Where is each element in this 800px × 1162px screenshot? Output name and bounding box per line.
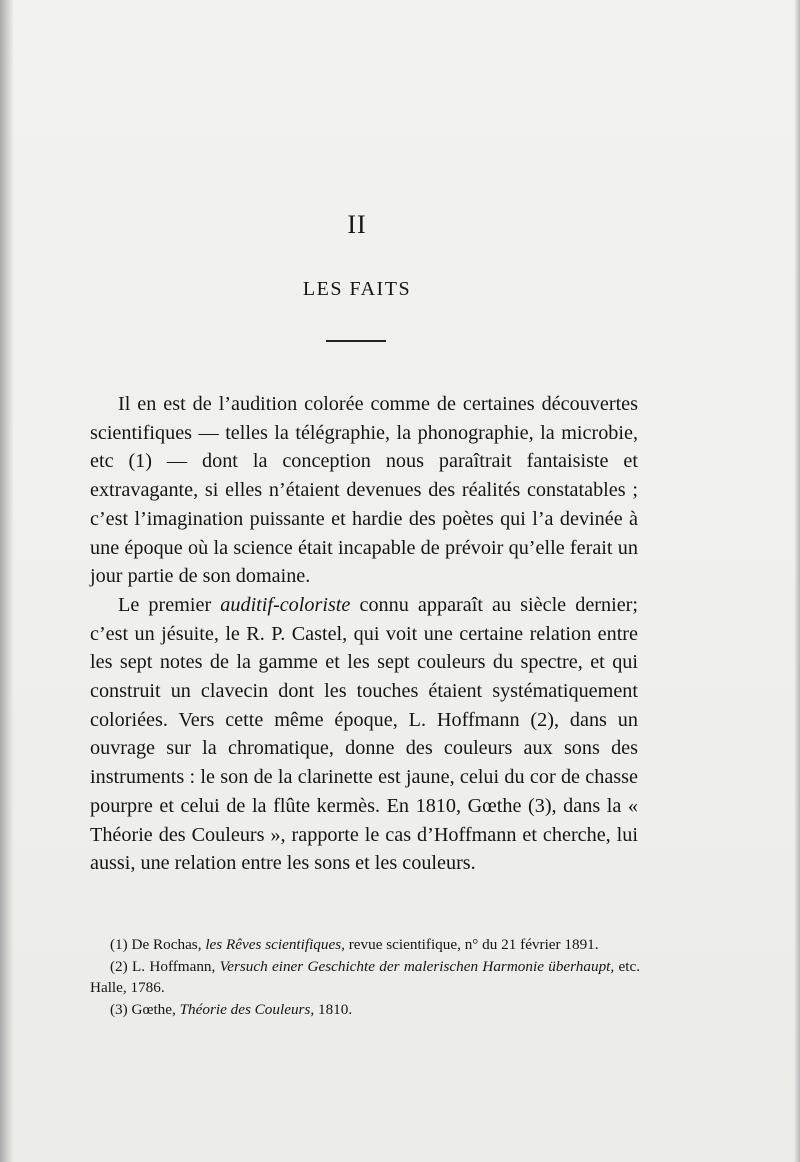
chapter-title: LES FAITS: [302, 278, 412, 300]
footnote-1-lead: (1) De Rochas,: [110, 936, 206, 953]
footnote-1-tail: revue scientifique, n° du 21 février 1891.: [344, 936, 599, 953]
page-shadow-left: [0, 0, 14, 1162]
footnote-2-title: Versuch einer Geschichte der malerischen Harmonie überhaupt,: [219, 957, 615, 975]
paragraph-2-italic-term: auditif-coloriste: [220, 593, 351, 616]
title-divider: [326, 340, 386, 342]
footnote-3: [90, 999, 640, 1021]
paragraph-2: [90, 591, 638, 878]
footnote-3-title: Théorie des Couleurs,: [179, 1000, 315, 1018]
footnote-1: [90, 934, 640, 956]
paragraph-2-text-end: connu apparaît au siècle dernier; c’est un jésuite, le R. P. Castel, qui voit une certaine relation entre les sept notes de la gamme et les sept couleurs du spectre, et qui construit un clavecin dont les touches étaient systématiquement coloriées. Vers cette même époque, L. Hoffmann (2), dans un ouvrage sur la chromatique, donne des couleurs aux sons des instruments : le son de la clarinette est jaune, celui du cor de chasse pourpre et celui de la flûte kermès. En 1810, Gœthe (3), dans la « Théorie des Couleurs », rapporte le cas d’Hoffmann et cherche, lui aussi, une relation entre les sons et les couleurs.: [90, 593, 639, 875]
footnote-3-tail: 1810.: [314, 1000, 353, 1018]
chapter-number: II: [347, 210, 367, 239]
paragraph-1: [90, 390, 638, 591]
page-shadow-right: [794, 0, 800, 1162]
footnote-2-lead: (2) L. Hoffmann,: [110, 957, 220, 975]
footnote-1-title: les Rêves scientifiques,: [205, 936, 345, 953]
footnote-2-tail: etc. Halle, 1786.: [90, 957, 640, 997]
paragraph-1-text: Il en est de l’audition colorée comme de certaines découvertes scientifiques — telles la télégraphie, la phonographie, la microbie, etc (1) — dont la conception nous paraîtrait fantaisiste et extravagante, si elles n’étaient devenues des réalités constatables ; c’est l’imagination puissante et hardie des poètes qui l’a devinée à une époque où la science était incapable de prévoir qu’elle ferait un jour partie de son domaine.: [90, 393, 638, 588]
footnotes: [90, 934, 640, 1020]
body-text: [90, 390, 638, 878]
paragraph-2-text-start: Le premier: [118, 593, 221, 616]
footnote-2: [90, 956, 640, 999]
footnote-3-lead: (3) Gœthe,: [110, 1000, 180, 1018]
